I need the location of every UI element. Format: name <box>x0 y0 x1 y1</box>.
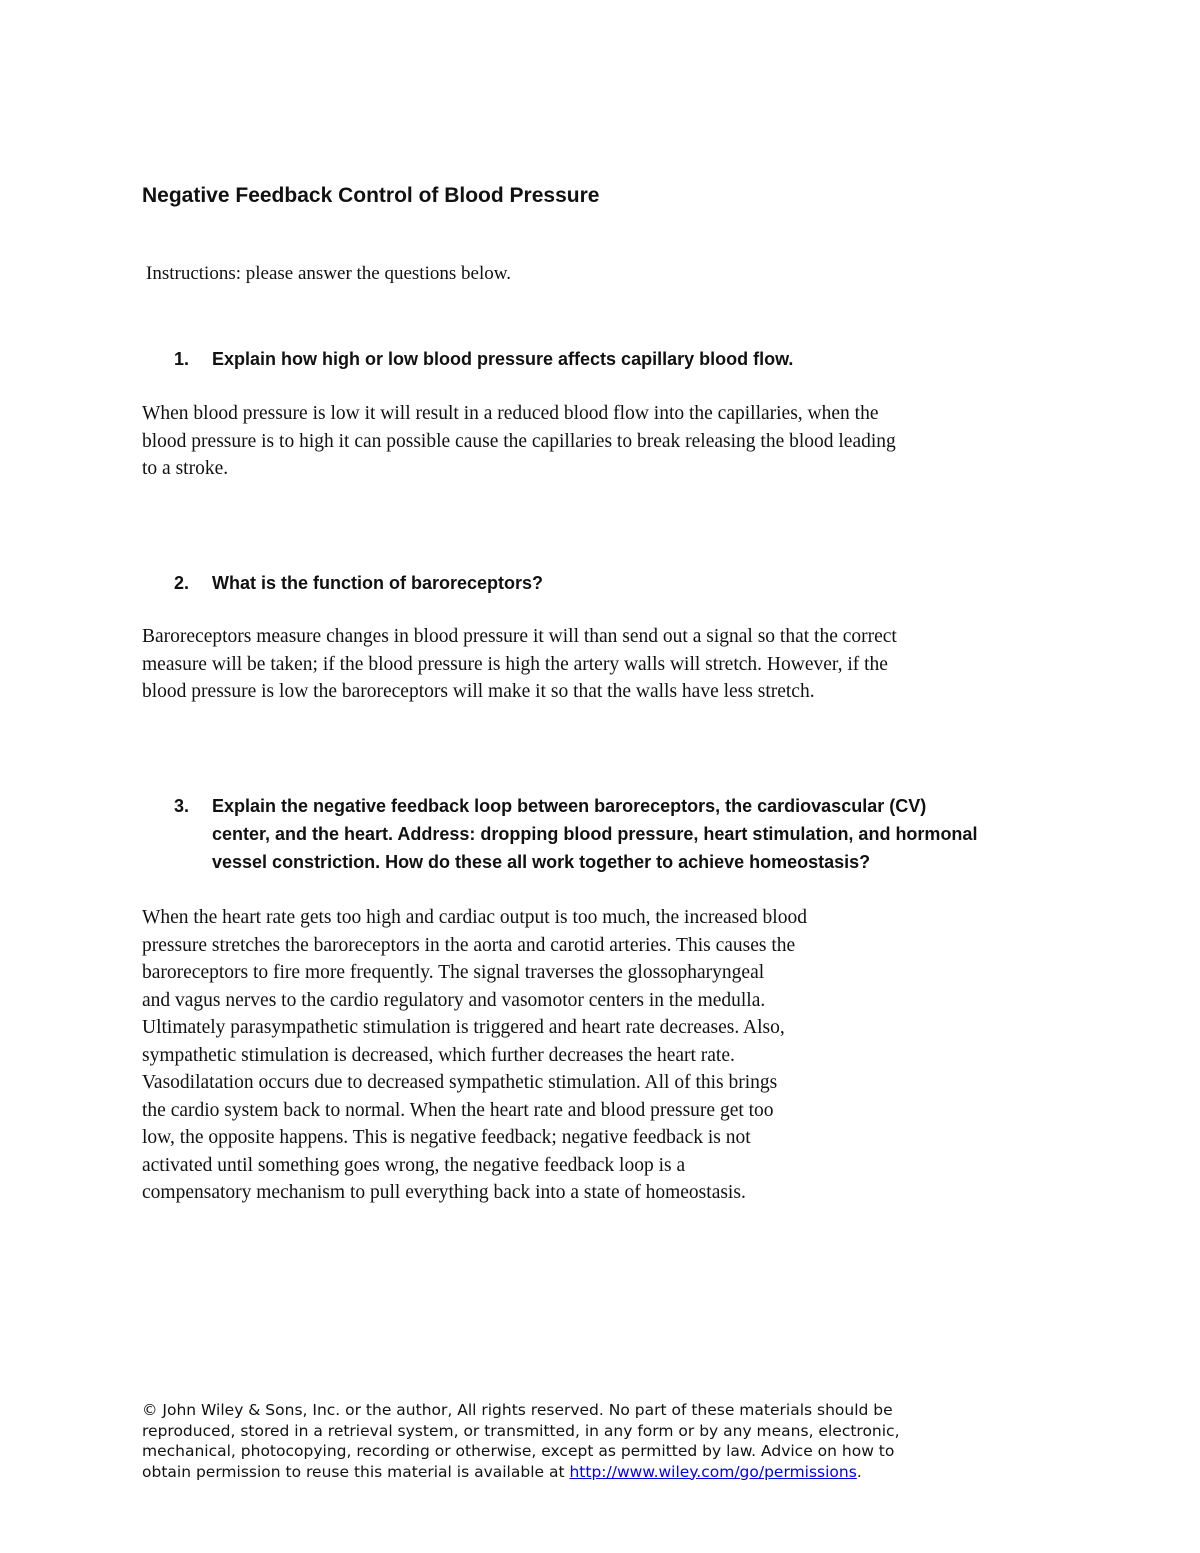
answer-line: pressure stretches the baroreceptors in the aorta and carotid arteries. This causes the <box>142 934 796 956</box>
answer-line: and vagus nerves to the cardio regulatory and vasomotor centers in the medulla. <box>142 989 766 1011</box>
answer-1 <box>142 400 896 483</box>
question-1 <box>174 345 1074 373</box>
answer-line: to a stroke. <box>142 458 229 479</box>
question-2 <box>174 569 1074 597</box>
answer-line: baroreceptors to fire more frequently. The signal traverses the glossopharyngeal <box>142 962 765 983</box>
copyright-footer <box>142 1400 900 1482</box>
document-title: Negative Feedback Control of Blood Pressure <box>142 184 600 207</box>
answer-line: sympathetic stimulation is decreased, which further decreases the heart rate. <box>142 1044 735 1066</box>
answer-3 <box>142 904 807 1207</box>
footer-line: reproduced, stored in a retrieval system, or transmitted, in any form or by any means, electronic, <box>142 1421 900 1440</box>
answer-line: the cardio system back to normal. When the heart rate and blood pressure get too <box>142 1099 774 1121</box>
permissions-link[interactable]: http://www.wiley.com/go/permissions <box>569 1462 857 1481</box>
question-3 <box>174 792 1074 876</box>
footer-link-suffix: . <box>856 1462 862 1481</box>
question-line: vessel constriction. How do these all work together to achieve homeostasis? <box>212 852 871 872</box>
answer-line: Baroreceptors measure changes in blood pressure it will than send out a signal so that the correct <box>142 626 897 647</box>
question-number: 1. <box>174 349 190 369</box>
answer-line: blood pressure is to high it can possible cause the capillaries to break releasing the blood leading <box>142 430 896 452</box>
answer-line: When the heart rate gets too high and cardiac output is too much, the increased blood <box>142 907 807 928</box>
question-number: 3. <box>174 796 190 816</box>
answer-line: measure will be taken; if the blood pressure is high the artery walls will stretch. However, if the <box>142 653 888 675</box>
answer-line: blood pressure is low the baroreceptors will make it so that the walls have less stretch. <box>142 681 815 702</box>
answer-line: activated until something goes wrong, the negative feedback loop is a <box>142 1154 686 1176</box>
question-text <box>212 792 1074 876</box>
question-line: Explain how high or low blood pressure affects capillary blood flow. <box>212 349 794 369</box>
answer-line: compensatory mechanism to pull everything back into a state of homeostasis. <box>142 1182 746 1203</box>
question-number: 2. <box>174 573 190 593</box>
instructions-text: Instructions: please answer the questions below. <box>146 263 511 284</box>
footer-line: mechanical, photocopying, recording or otherwise, except as permitted by law. Advice on how to <box>142 1442 895 1460</box>
question-line: What is the function of baroreceptors? <box>212 573 544 593</box>
footer-line: © John Wiley & Sons, Inc. or the author, All rights reserved. No part of these materials should be <box>142 1401 893 1419</box>
question-text <box>212 345 1074 373</box>
question-line: Explain the negative feedback loop between baroreceptors, the cardiovascular (CV) <box>212 796 927 816</box>
question-line: center, and the heart. Address: dropping blood pressure, heart stimulation, and hormonal <box>212 824 978 844</box>
answer-line: Vasodilatation occurs due to decreased sympathetic stimulation. All of this brings <box>142 1072 778 1093</box>
question-text <box>212 569 1074 597</box>
answer-line: low, the opposite happens. This is negative feedback; negative feedback is not <box>142 1127 751 1148</box>
footer-last-line <box>142 1462 900 1483</box>
footer-link-prefix: obtain permission to reuse this material is available at <box>142 1462 570 1481</box>
answer-line: When blood pressure is low it will result in a reduced blood flow into the capillaries, when the <box>142 403 879 424</box>
answer-2 <box>142 623 897 706</box>
answer-line: Ultimately parasympathetic stimulation is triggered and heart rate decreases. Also, <box>142 1017 785 1038</box>
